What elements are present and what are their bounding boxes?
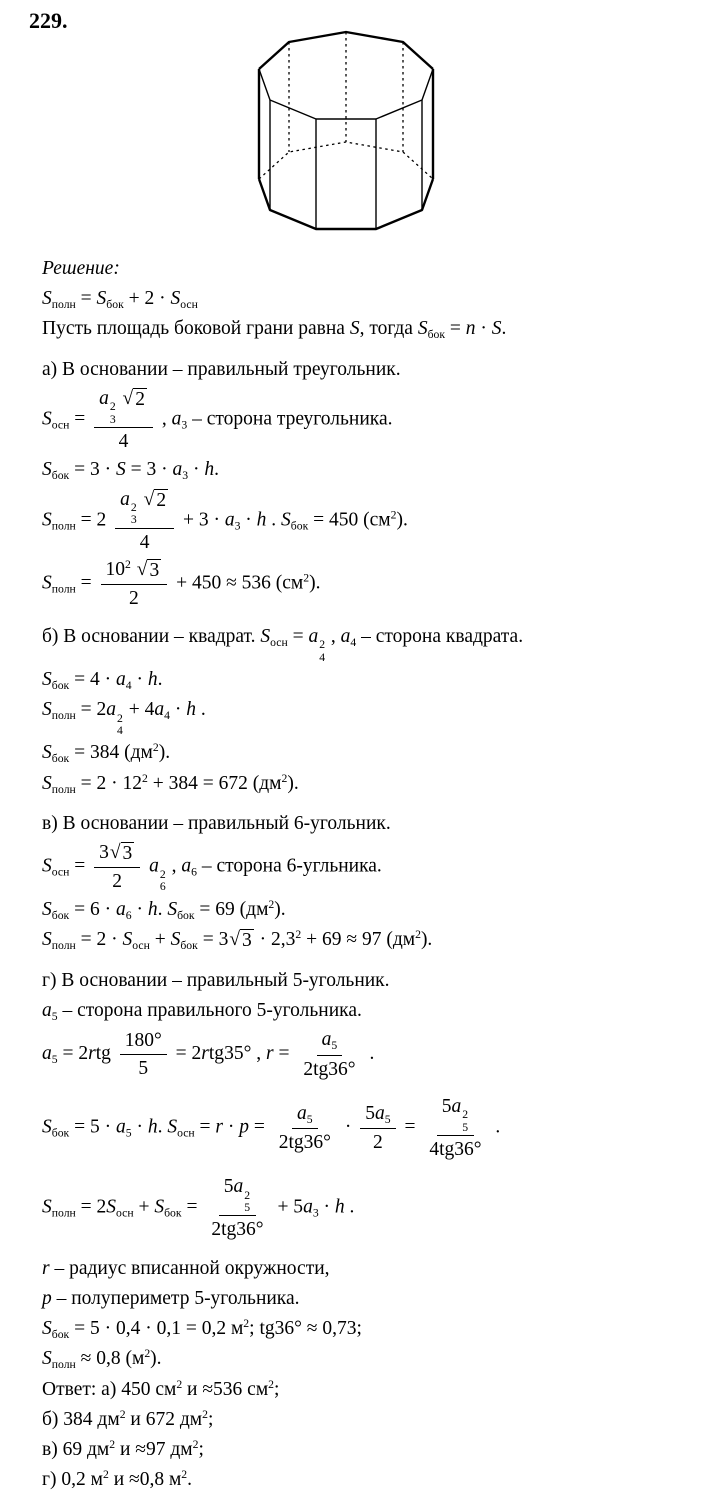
solution-line: г) В основании – правильный 5-угольник. [42, 969, 390, 991]
solution-line: $S_{бок} = 5 \cdot 0,4 \cdot 0,1 = 0,2$ $м^2$; tg36° ≈ 0,73; [42, 1316, 362, 1341]
prism-figure [0, 0, 716, 252]
solution-line: б) 384 $дм^2$ и 672 $дм^2$; [42, 1407, 214, 1430]
solution-line: $S_{полн}$ = $10^2$ √ 3 2 + 450 ≈ 536 $(см^2)$. [42, 556, 702, 612]
solution-line: б) В основании – квадрат. $S_{осн} = a$ 2 4 , $a_4$ – сторона квадрата. [42, 625, 524, 664]
solution-line: p – полупериметр 5-угольника. [42, 1287, 300, 1309]
solution-line: Решение: [42, 258, 120, 279]
solution-line: г) 0,2 $м^2$ и ≈0,8 $м^2$. [42, 1467, 193, 1490]
solution-line: $S_{осн}$ = a 2 3 √ 2 4 , $a_3$ – сторона треугольника. [42, 385, 702, 455]
solution-line: $S_{бок} = 6 \cdot a_6 \cdot h$. $S_{бок} = 69$ $(дм^2)$. [42, 897, 286, 923]
solution-line: Ответ: а) 450 $см^2$ и ≈536 $см^2$; [42, 1377, 280, 1400]
prism-figure-svg [0, 0, 716, 252]
solution-line: $S_{полн} = 2$ a 2 3 √ 2 4 + $3 \cdot a_3 \cdot h$ . $S_{бок} = 450$ $(см^2)$. [42, 486, 702, 556]
solution-line: в) 69 $дм^2$ и ≈97 $дм^2$; [42, 1437, 204, 1460]
solution-line: в) В основании – правильный 6-угольник. [42, 813, 391, 835]
solution-line: $S_{осн}$ = 3 √ 3 2 a 2 6 , $a_6$ – сторона 6-угльника. [42, 839, 702, 895]
solution-line: $S_{полн} \approx 0,8$ $(м^2)$. [42, 1347, 162, 1372]
solution-line: Пусть площадь боковой грани равна S, тогда $S_{бок} = n \cdot S$. [42, 318, 507, 342]
solution-line: $S_{бок} = 3 \cdot S = 3 \cdot a_3 \cdot h$. [42, 459, 219, 483]
solution-line: а) В основании – правильный треугольник. [42, 358, 401, 380]
solution-line: r – радиус вписанной окружности, [42, 1257, 330, 1279]
solution-line: $S_{полн} = 2 \cdot S_{осн} + S_{бок} = 3$ √ 3 · $2,3^2 + 69 \approx 97$ $(дм^2)$. [42, 925, 702, 955]
solution-line: $S_{бок} = 5 \cdot a_5 \cdot h$. $S_{осн} = r \cdot p$ = $\frac{a_5}{2tg36^\circ}$ · $\frac{5a_5}{2}$ = 5a 2 5 4tg36° . [42, 1096, 501, 1161]
solution-line: $S_{полн} = 2S_{осн} + S_{бок}$ = 5a 2 5 2tg36° + $5a_3 \cdot h$ . [42, 1176, 355, 1241]
solution-line: $a_5 = 2rtg$ $\frac{180^\circ}{5}$ = 2rtg35° , r = $\frac{a_5}{2tg36^\circ}$ . [42, 1029, 375, 1080]
problem-number: 229. [29, 8, 68, 33]
solution-line: $S_{бок} = 384$ $(дм^2)$. [42, 741, 171, 766]
solution-line: $S_{полн} = 2 \cdot 12^2 + 384 = 672$ $(дм^2)$. [42, 771, 299, 796]
solution-line: $S_{полн} = S_{бок} + 2 \cdot S_{осн}$ [42, 288, 198, 312]
solution-line: $S_{бок} = 4 \cdot a_4 \cdot h$. [42, 668, 163, 692]
solution-content [42, 254, 702, 1495]
solution-line: $a_5$ – сторона правильного 5-угольника. [42, 999, 362, 1024]
solution-line: $S_{полн} = 2a$ 2 4 + $4a_4 \cdot h$ . [42, 699, 206, 737]
